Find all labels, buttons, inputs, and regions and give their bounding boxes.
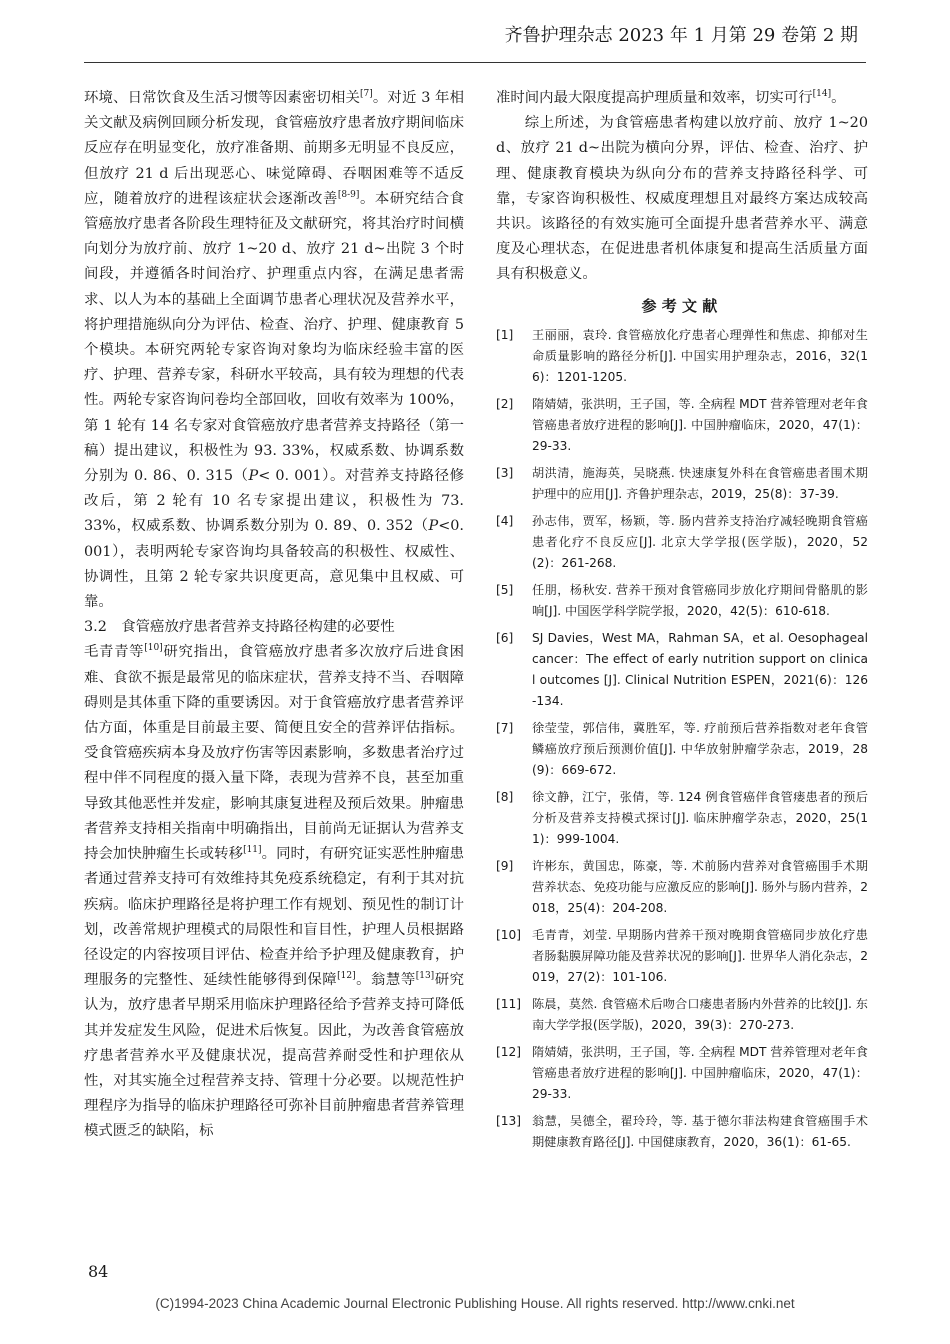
text-run: 研究认为，放疗患者早期采用临床护理路径给予营养支持可降低其并发症发生风险，促进术后恢复。因此，为改善食管癌放疗患者营养水平及健康状况，提高营养耐受性和护理依从性，对其实施全过程营养支持、管理十分必要。以规范性护理程序为指导的临床护理路径可弥补目前肿瘤患者营养管理模式匮乏的缺陷，标 (84, 972, 464, 1140)
text-run: 。同时，有研究证实恶性肿瘤患者通过营养支持可有效维持其免疫系统稳定，有利于其对抗疾病。临床护理路径是将护理工作有规划、预见性的制订计划，改善常规护理模式的局限性和盲目性，护理人员根据路径设定的内容按项目评估、检查并给予护理及健康教育，护理服务的完整性、延续性能够得到保障 (84, 846, 464, 989)
stat-symbol: P (428, 518, 439, 535)
body-paragraph (84, 86, 464, 615)
conclusion-paragraph (496, 111, 868, 287)
left-column (84, 86, 464, 1145)
reference-item (496, 856, 868, 919)
reference-text: 毛青青，刘莹. 早期肠内营养干预对晚期食管癌同步放化疗患者肠黏膜屏障功能及营养状况的影响[J]. 世界华人消化杂志，2019，27(2)：101-106. (532, 927, 868, 984)
reference-item (496, 628, 868, 712)
reference-number: [6] (496, 630, 514, 645)
body-paragraph (496, 86, 868, 111)
reference-text: 陈晨，莫然. 食管癌术后吻合口瘘患者肠内外营养的比较[J]. 东南大学学报(医学版)，2020，39(3)：270-273. (532, 996, 868, 1032)
reference-number: [12] (496, 1044, 522, 1059)
reference-item (496, 1111, 868, 1153)
reference-number: [7] (496, 720, 514, 735)
copyright-notice: (C)1994-2023 China Academic Journal Electronic Publishing House. All rights reserved. http://www.cnki.net (155, 1296, 795, 1311)
text-run: 。 (831, 90, 846, 106)
reference-text: 徐莹莹，郭信伟，冀胜军，等. 疗前预后营养指数对老年食管鳞癌放疗预后预测价值[J]. 中华放射肿瘤学杂志，2019，28(9)：669-672. (532, 720, 868, 777)
reference-number: [10] (496, 927, 522, 942)
text-run: 研究指出，食管癌放疗患者多次放疗后进食困难、食欲不振是最常见的临床症状，营养支持不当、吞咽障碍则是其体重下降的重要诱因。对于食管癌放疗患者营养评估方面，体重是目前最主要、简便且安全的营养评估指标。受食管癌疾病本身及放疗伤害等因素影响，多数患者治疗过程中伴不同程度的摄入量下降，表现为营养不良，甚至加重导致其他恶性并发症，影响其康复进程及预后效果。肿瘤患者营养支持相关指南中明确指出，目前尚无证据认为营养支持会加快肿瘤生长或转移 (84, 644, 464, 863)
reference-text: 王丽丽，袁玲. 食管癌放化疗患者心理弹性和焦虑、抑郁对生命质量影响的路径分析[J]. 中国实用护理杂志，2016，32(16)：1201-1205. (532, 327, 868, 384)
citation-marker: [8-9] (337, 190, 360, 201)
reference-item (496, 325, 868, 388)
reference-item (496, 394, 868, 457)
text-run: 。本研究结合食管癌放疗患者各阶段生理特征及文献研究，将其治疗时间横向划分为放疗前、放疗 1~20 d、放疗 21 d~出院 3 个时间段，并遵循各时间治疗、护理重点内容，在满足患者需求、以人为本的基础上全面调节患者心理状况及营养水平，将护理措施纵向分为评估、检查、治疗、护理、健康教育 5 个模块。本研究两轮专家咨询对象均为临床经验丰富的医疗、护理、营养专家，科研水平较高，具有较为理想的代表性。两轮专家咨询问卷均全部回收，回收有效率为 100%，第 1 轮有 14 名专家对食管癌放疗患者营养支持路径（第一稿）提出建议，积极性为 93. 33%，权威系数、协调系数分别为 0. 86、0. 315（ (84, 190, 464, 485)
reference-item (496, 787, 868, 850)
right-column (496, 86, 868, 1159)
text-run: <0. 001），表明两轮专家咨询均具备较高的积极性、权威性、协调性，且第 2 轮专家共识度更高，意见集中且权威、可靠。 (84, 518, 464, 611)
text-run: 毛青青等 (84, 644, 145, 661)
reference-number: [13] (496, 1113, 522, 1128)
reference-number: [11] (496, 996, 522, 1011)
references-title: 参考文献 (641, 296, 723, 315)
reference-text: 隋婧婧，张洪明，王子国，等. 全病程 MDT 营养管理对老年食管癌患者放疗进程的影响[J]. 中国肿瘤临床，2020，47(1)：29-33. (532, 396, 868, 453)
reference-text: 许彬东，黄国忠，陈豪，等. 术前肠内营养对食管癌围手术期营养状态、免疫功能与应激反应的影响[J]. 肠外与肠内营养，2018，25(4)：204-208. (532, 858, 868, 915)
reference-text: 胡洪清，施海英，吴晓燕. 快速康复外科在食管癌患者围术期护理中的应用[J]. 齐鲁护理杂志，2019，25(8)：37-39. (532, 465, 868, 501)
reference-item (496, 1042, 868, 1105)
citation-marker: [12] (337, 971, 356, 982)
reference-list (496, 325, 868, 1153)
reference-number: [2] (496, 396, 514, 411)
citation-marker: [11] (243, 845, 262, 856)
reference-number: [4] (496, 513, 514, 528)
reference-number: [8] (496, 789, 514, 804)
reference-text: 隋婧婧，张洪明，王子国，等. 全病程 MDT 营养管理对老年食管癌患者放疗进程的影响[J]. 中国肿瘤临床，2020，47(1)：29-33. (532, 1044, 868, 1101)
reference-item (496, 994, 868, 1036)
reference-item (496, 511, 868, 574)
reference-item (496, 925, 868, 988)
reference-item (496, 463, 868, 505)
reference-number: [3] (496, 465, 514, 480)
text-run: 。翁慧等 (355, 972, 416, 989)
stat-symbol: P (248, 468, 259, 485)
citation-marker: [7] (360, 89, 373, 100)
text-run: 准时间内最大限度提高护理质量和效率，切实可行 (496, 90, 813, 106)
text-run: < 0. 001）。对营养支持路径修改后，第 2 轮有 10 名专家提出建议，积极性为 73. 33%，权威系数、协调系数分别为 0. 89、0. 352（ (84, 468, 464, 535)
citation-marker: [13] (415, 971, 435, 982)
reference-text: 任朋，杨秋安. 营养干预对食管癌同步放化疗期间骨骼肌的影响[J]. 中国医学科学院学报，2020，42(5)：610-618. (532, 582, 868, 618)
running-header: 齐鲁护理杂志 2023 年 1 月第 29 卷第 2 期 (504, 25, 858, 46)
body-paragraph (84, 640, 464, 1144)
reference-item (496, 580, 868, 622)
text-run: 环境、日常饮食及生活习惯等因素密切相关 (84, 90, 361, 106)
section-heading: 3.2 食管癌放疗患者营养支持路径构建的必要性 (84, 619, 395, 636)
reference-text: SJ Davies，West MA，Rahman SA，et al. Oesophageal cancer：The effect of early nutrition support on clinical outcomes [J]. Clinical Nutrition ESPEN，2021(6)：126-134. (532, 630, 868, 708)
reference-text: 翁慧，吴德全，翟玲玲，等. 基于德尔菲法构建食管癌围手术期健康教育路径[J]. 中国健康教育，2020，36(1)：61-65. (532, 1113, 868, 1149)
reference-text: 孙志伟，贾军，杨颖，等. 肠内营养支持治疗减轻晚期食管癌患者化疗不良反应[J]. 北京大学学报(医学版)，2020，52(2)：261-268. (532, 513, 868, 570)
reference-text: 徐文静，江宁，张倩，等. 124 例食管癌伴食管瘘患者的预后分析及营养支持模式探讨[J]. 临床肿瘤学杂志，2020，25(11)：999-1004. (532, 789, 868, 846)
reference-item (496, 718, 868, 781)
reference-number: [5] (496, 582, 514, 597)
citation-marker: [14] (812, 89, 832, 100)
reference-number: [9] (496, 858, 514, 873)
text-run: 综上所述，为食管癌患者构建以放疗前、放疗 1~20 d、放疗 21 d~出院为横向分界，评估、检查、治疗、护理、健康教育模块为纵向分布的营养支持路径科学、可靠，专家咨询积极性、权威度理想且对最终方案达成较高共识。该路径的有效实施可全面提升患者营养水平、满意度及心理状态，在促进患者机体康复和提高生活质量方面具有积极意义。 (496, 115, 868, 283)
text-run: 。对近 3 年相关文献及病例回顾分析发现，食管癌放疗患者放疗期间临床反应存在明显变化，放疗准备期、前期多无明显不良反应，但放疗 21 d 后出现恶心、味觉障碍、吞咽困难等不适反应，随着放疗的进程该症状会逐渐改善 (84, 90, 464, 207)
reference-number: [1] (496, 327, 514, 342)
page-number: 84 (88, 1262, 109, 1281)
header-rule (84, 62, 866, 63)
citation-marker: [10] (144, 643, 163, 654)
